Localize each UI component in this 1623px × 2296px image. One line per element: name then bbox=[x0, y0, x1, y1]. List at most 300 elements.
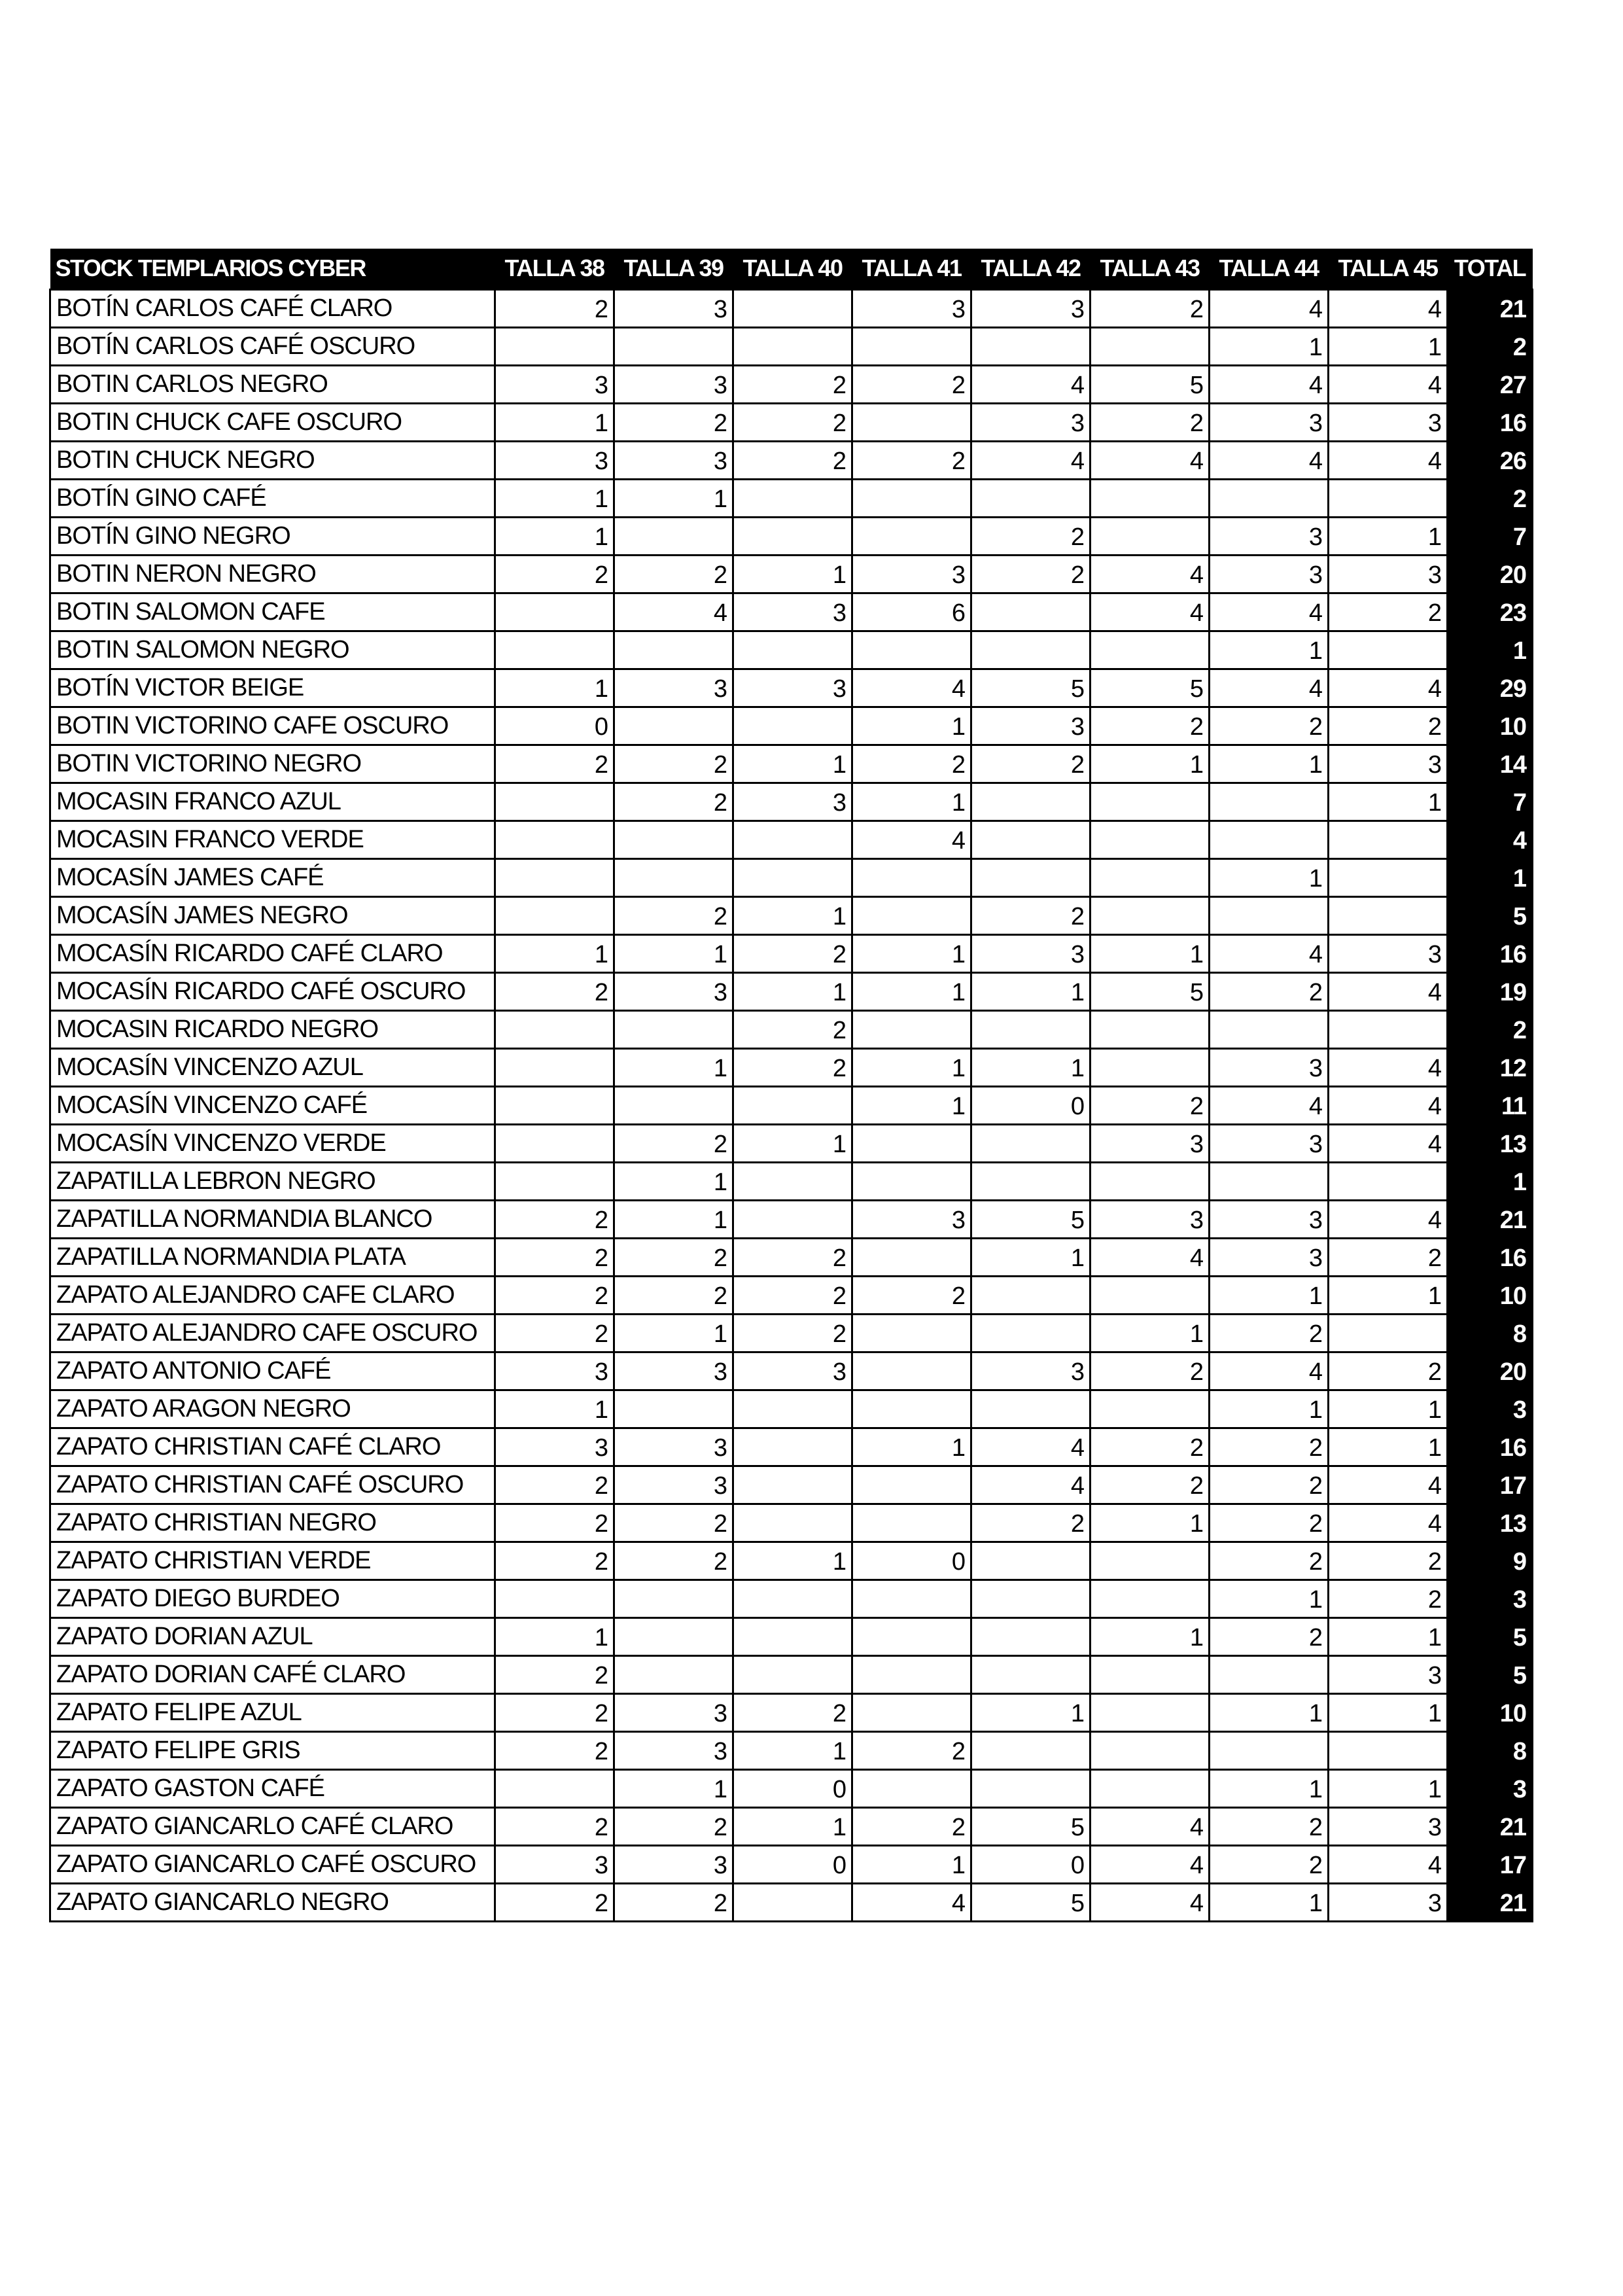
size-quantity-cell: 1 bbox=[1329, 1428, 1448, 1466]
size-quantity-cell bbox=[733, 1617, 852, 1655]
size-quantity-cell bbox=[971, 1542, 1091, 1580]
size-quantity-cell bbox=[495, 1162, 614, 1200]
size-quantity-cell bbox=[614, 821, 733, 858]
size-quantity-cell bbox=[733, 1086, 852, 1124]
size-quantity-cell: 5 bbox=[971, 669, 1091, 707]
size-quantity-cell bbox=[1329, 858, 1448, 896]
size-quantity-cell: 2 bbox=[495, 1542, 614, 1580]
table-row bbox=[50, 1086, 1533, 1124]
size-quantity-cell bbox=[971, 593, 1091, 631]
size-quantity-cell bbox=[971, 821, 1091, 858]
size-quantity-cell bbox=[614, 858, 733, 896]
size-quantity-cell: 2 bbox=[1329, 1580, 1448, 1617]
table-row bbox=[50, 441, 1533, 479]
size-quantity-cell bbox=[1329, 821, 1448, 858]
row-total-cell: 17 bbox=[1448, 1845, 1533, 1883]
size-quantity-cell: 3 bbox=[495, 365, 614, 403]
size-quantity-cell: 4 bbox=[852, 669, 971, 707]
size-quantity-cell: 1 bbox=[852, 783, 971, 821]
row-total-cell: 13 bbox=[1448, 1504, 1533, 1542]
size-quantity-cell bbox=[971, 1769, 1091, 1807]
size-quantity-cell: 2 bbox=[852, 1807, 971, 1845]
size-quantity-cell: 3 bbox=[1329, 745, 1448, 783]
size-quantity-cell: 1 bbox=[495, 669, 614, 707]
column-header-talla-44: TALLA 44 bbox=[1210, 249, 1329, 289]
size-quantity-cell: 1 bbox=[971, 1238, 1091, 1276]
size-quantity-cell: 2 bbox=[1210, 707, 1329, 745]
header-row bbox=[50, 249, 1533, 289]
size-quantity-cell: 0 bbox=[733, 1769, 852, 1807]
size-quantity-cell: 1 bbox=[1210, 1693, 1329, 1731]
size-quantity-cell: 1 bbox=[733, 745, 852, 783]
size-quantity-cell: 0 bbox=[971, 1845, 1091, 1883]
size-quantity-cell: 1 bbox=[1210, 1883, 1329, 1921]
size-quantity-cell: 4 bbox=[1329, 441, 1448, 479]
size-quantity-cell: 2 bbox=[852, 1276, 971, 1314]
row-total-cell: 16 bbox=[1448, 934, 1533, 972]
size-quantity-cell: 0 bbox=[733, 1845, 852, 1883]
product-name-cell: MOCASIN FRANCO AZUL bbox=[50, 783, 495, 821]
size-quantity-cell bbox=[1210, 479, 1329, 517]
size-quantity-cell bbox=[733, 1655, 852, 1693]
size-quantity-cell: 1 bbox=[733, 896, 852, 934]
product-name-cell: ZAPATO GIANCARLO CAFÉ OSCURO bbox=[50, 1845, 495, 1883]
size-quantity-cell: 5 bbox=[971, 1883, 1091, 1921]
size-quantity-cell: 1 bbox=[971, 1693, 1091, 1731]
row-total-cell: 21 bbox=[1448, 1807, 1533, 1845]
table-row bbox=[50, 289, 1533, 327]
size-quantity-cell bbox=[733, 479, 852, 517]
size-quantity-cell bbox=[852, 896, 971, 934]
size-quantity-cell: 4 bbox=[1210, 365, 1329, 403]
size-quantity-cell: 2 bbox=[614, 1883, 733, 1921]
size-quantity-cell: 2 bbox=[495, 1883, 614, 1921]
size-quantity-cell bbox=[733, 631, 852, 669]
row-total-cell: 2 bbox=[1448, 479, 1533, 517]
size-quantity-cell bbox=[852, 1693, 971, 1731]
size-quantity-cell: 2 bbox=[1091, 1466, 1210, 1504]
size-quantity-cell: 2 bbox=[733, 1010, 852, 1048]
size-quantity-cell: 2 bbox=[614, 896, 733, 934]
table-row bbox=[50, 669, 1533, 707]
product-name-cell: BOTÍN CARLOS CAFÉ OSCURO bbox=[50, 327, 495, 365]
size-quantity-cell: 1 bbox=[1091, 745, 1210, 783]
size-quantity-cell: 1 bbox=[614, 934, 733, 972]
size-quantity-cell: 4 bbox=[1329, 1086, 1448, 1124]
size-quantity-cell: 4 bbox=[1329, 1504, 1448, 1542]
table-row bbox=[50, 1428, 1533, 1466]
size-quantity-cell bbox=[614, 631, 733, 669]
size-quantity-cell: 2 bbox=[614, 1504, 733, 1542]
size-quantity-cell: 2 bbox=[733, 1048, 852, 1086]
product-name-cell: BOTÍN GINO CAFÉ bbox=[50, 479, 495, 517]
size-quantity-cell: 2 bbox=[733, 1314, 852, 1352]
size-quantity-cell: 4 bbox=[1329, 972, 1448, 1010]
size-quantity-cell bbox=[495, 1086, 614, 1124]
size-quantity-cell bbox=[495, 1048, 614, 1086]
size-quantity-cell: 3 bbox=[614, 1731, 733, 1769]
product-name-cell: MOCASIN FRANCO VERDE bbox=[50, 821, 495, 858]
size-quantity-cell: 3 bbox=[614, 441, 733, 479]
size-quantity-cell: 2 bbox=[495, 555, 614, 593]
size-quantity-cell: 2 bbox=[614, 1276, 733, 1314]
column-header-total: TOTAL bbox=[1448, 249, 1533, 289]
size-quantity-cell: 2 bbox=[614, 745, 733, 783]
row-total-cell: 10 bbox=[1448, 1276, 1533, 1314]
row-total-cell: 1 bbox=[1448, 631, 1533, 669]
size-quantity-cell: 0 bbox=[971, 1086, 1091, 1124]
size-quantity-cell bbox=[1210, 1162, 1329, 1200]
size-quantity-cell: 3 bbox=[971, 934, 1091, 972]
size-quantity-cell bbox=[1329, 1314, 1448, 1352]
size-quantity-cell: 1 bbox=[1210, 745, 1329, 783]
row-total-cell: 21 bbox=[1448, 1883, 1533, 1921]
table-row bbox=[50, 365, 1533, 403]
size-quantity-cell bbox=[1210, 1731, 1329, 1769]
size-quantity-cell: 1 bbox=[495, 934, 614, 972]
size-quantity-cell: 3 bbox=[733, 669, 852, 707]
size-quantity-cell bbox=[1091, 517, 1210, 555]
size-quantity-cell bbox=[971, 1617, 1091, 1655]
table-row bbox=[50, 707, 1533, 745]
size-quantity-cell: 3 bbox=[614, 289, 733, 327]
row-total-cell: 5 bbox=[1448, 1655, 1533, 1693]
size-quantity-cell: 4 bbox=[1329, 365, 1448, 403]
size-quantity-cell: 4 bbox=[971, 441, 1091, 479]
size-quantity-cell: 3 bbox=[614, 1428, 733, 1466]
column-header-talla-45: TALLA 45 bbox=[1329, 249, 1448, 289]
size-quantity-cell: 1 bbox=[1329, 517, 1448, 555]
row-total-cell: 26 bbox=[1448, 441, 1533, 479]
size-quantity-cell: 2 bbox=[614, 783, 733, 821]
product-name-cell: ZAPATO FELIPE GRIS bbox=[50, 1731, 495, 1769]
row-total-cell: 9 bbox=[1448, 1542, 1533, 1580]
size-quantity-cell: 3 bbox=[1329, 934, 1448, 972]
table-row bbox=[50, 1617, 1533, 1655]
size-quantity-cell: 2 bbox=[733, 1693, 852, 1731]
size-quantity-cell bbox=[1091, 1580, 1210, 1617]
product-name-cell: ZAPATO CHRISTIAN VERDE bbox=[50, 1542, 495, 1580]
product-name-cell: ZAPATO CHRISTIAN CAFÉ OSCURO bbox=[50, 1466, 495, 1504]
size-quantity-cell: 4 bbox=[1329, 1845, 1448, 1883]
size-quantity-cell bbox=[852, 1238, 971, 1276]
size-quantity-cell bbox=[971, 1124, 1091, 1162]
size-quantity-cell: 2 bbox=[1210, 1807, 1329, 1845]
size-quantity-cell bbox=[1091, 1731, 1210, 1769]
size-quantity-cell: 1 bbox=[852, 972, 971, 1010]
size-quantity-cell: 3 bbox=[1329, 1655, 1448, 1693]
size-quantity-cell: 3 bbox=[1210, 1048, 1329, 1086]
size-quantity-cell: 2 bbox=[614, 1238, 733, 1276]
size-quantity-cell bbox=[971, 1314, 1091, 1352]
product-name-cell: ZAPATO ALEJANDRO CAFE OSCURO bbox=[50, 1314, 495, 1352]
size-quantity-cell: 4 bbox=[1210, 441, 1329, 479]
size-quantity-cell bbox=[852, 517, 971, 555]
size-quantity-cell: 3 bbox=[1091, 1200, 1210, 1238]
size-quantity-cell: 2 bbox=[1091, 1086, 1210, 1124]
size-quantity-cell bbox=[495, 896, 614, 934]
size-quantity-cell: 4 bbox=[1329, 1200, 1448, 1238]
product-name-cell: MOCASÍN VINCENZO CAFÉ bbox=[50, 1086, 495, 1124]
size-quantity-cell: 1 bbox=[733, 972, 852, 1010]
product-name-cell: ZAPATO DIEGO BURDEO bbox=[50, 1580, 495, 1617]
product-name-cell: MOCASÍN JAMES CAFÉ bbox=[50, 858, 495, 896]
size-quantity-cell: 1 bbox=[1210, 1769, 1329, 1807]
row-total-cell: 1 bbox=[1448, 858, 1533, 896]
table-body bbox=[50, 289, 1533, 1921]
table-row bbox=[50, 745, 1533, 783]
table-row bbox=[50, 1655, 1533, 1693]
size-quantity-cell: 4 bbox=[1091, 441, 1210, 479]
size-quantity-cell bbox=[971, 1580, 1091, 1617]
size-quantity-cell bbox=[1329, 479, 1448, 517]
column-header-talla-39: TALLA 39 bbox=[614, 249, 733, 289]
size-quantity-cell: 1 bbox=[1091, 1617, 1210, 1655]
size-quantity-cell: 2 bbox=[852, 1731, 971, 1769]
size-quantity-cell: 4 bbox=[1329, 289, 1448, 327]
column-header-talla-41: TALLA 41 bbox=[852, 249, 971, 289]
product-name-cell: MOCASÍN RICARDO CAFÉ OSCURO bbox=[50, 972, 495, 1010]
size-quantity-cell: 4 bbox=[1329, 1466, 1448, 1504]
size-quantity-cell bbox=[495, 1010, 614, 1048]
size-quantity-cell: 1 bbox=[733, 555, 852, 593]
product-name-cell: MOCASÍN JAMES NEGRO bbox=[50, 896, 495, 934]
row-total-cell: 17 bbox=[1448, 1466, 1533, 1504]
table-row bbox=[50, 1390, 1533, 1428]
size-quantity-cell bbox=[733, 1428, 852, 1466]
size-quantity-cell: 1 bbox=[733, 1731, 852, 1769]
size-quantity-cell: 0 bbox=[495, 707, 614, 745]
size-quantity-cell: 3 bbox=[733, 783, 852, 821]
table-row bbox=[50, 631, 1533, 669]
size-quantity-cell: 4 bbox=[1091, 1238, 1210, 1276]
size-quantity-cell: 1 bbox=[1210, 1580, 1329, 1617]
row-total-cell: 12 bbox=[1448, 1048, 1533, 1086]
size-quantity-cell: 1 bbox=[1329, 1617, 1448, 1655]
size-quantity-cell bbox=[733, 1883, 852, 1921]
size-quantity-cell: 3 bbox=[971, 1352, 1091, 1390]
product-name-cell: ZAPATO ARAGON NEGRO bbox=[50, 1390, 495, 1428]
size-quantity-cell bbox=[852, 1390, 971, 1428]
size-quantity-cell: 3 bbox=[495, 441, 614, 479]
size-quantity-cell bbox=[733, 1200, 852, 1238]
row-total-cell: 4 bbox=[1448, 821, 1533, 858]
size-quantity-cell bbox=[971, 1390, 1091, 1428]
table-row bbox=[50, 1504, 1533, 1542]
product-name-cell: MOCASIN RICARDO NEGRO bbox=[50, 1010, 495, 1048]
size-quantity-cell bbox=[852, 479, 971, 517]
size-quantity-cell: 5 bbox=[1091, 669, 1210, 707]
size-quantity-cell: 2 bbox=[495, 1504, 614, 1542]
size-quantity-cell: 2 bbox=[495, 1276, 614, 1314]
size-quantity-cell: 2 bbox=[614, 403, 733, 441]
row-total-cell: 10 bbox=[1448, 1693, 1533, 1731]
row-total-cell: 14 bbox=[1448, 745, 1533, 783]
size-quantity-cell: 2 bbox=[495, 745, 614, 783]
size-quantity-cell: 4 bbox=[1091, 1807, 1210, 1845]
row-total-cell: 7 bbox=[1448, 517, 1533, 555]
size-quantity-cell bbox=[614, 1390, 733, 1428]
table-row bbox=[50, 1883, 1533, 1921]
size-quantity-cell: 2 bbox=[495, 1200, 614, 1238]
size-quantity-cell: 1 bbox=[852, 1845, 971, 1883]
row-total-cell: 23 bbox=[1448, 593, 1533, 631]
size-quantity-cell bbox=[852, 1314, 971, 1352]
size-quantity-cell: 2 bbox=[733, 1238, 852, 1276]
size-quantity-cell: 4 bbox=[1210, 289, 1329, 327]
size-quantity-cell: 2 bbox=[1210, 1466, 1329, 1504]
size-quantity-cell: 2 bbox=[495, 289, 614, 327]
row-total-cell: 29 bbox=[1448, 669, 1533, 707]
size-quantity-cell bbox=[1210, 821, 1329, 858]
size-quantity-cell: 4 bbox=[1329, 1124, 1448, 1162]
size-quantity-cell: 2 bbox=[733, 1276, 852, 1314]
size-quantity-cell: 2 bbox=[1329, 1542, 1448, 1580]
size-quantity-cell bbox=[1091, 1048, 1210, 1086]
size-quantity-cell bbox=[971, 1731, 1091, 1769]
size-quantity-cell: 2 bbox=[495, 1807, 614, 1845]
size-quantity-cell: 0 bbox=[852, 1542, 971, 1580]
table-row bbox=[50, 1693, 1533, 1731]
size-quantity-cell bbox=[1091, 479, 1210, 517]
size-quantity-cell bbox=[971, 327, 1091, 365]
product-name-cell: BOTIN VICTORINO CAFE OSCURO bbox=[50, 707, 495, 745]
table-row bbox=[50, 1807, 1533, 1845]
size-quantity-cell: 3 bbox=[614, 365, 733, 403]
size-quantity-cell: 2 bbox=[614, 1807, 733, 1845]
size-quantity-cell: 2 bbox=[1329, 1238, 1448, 1276]
size-quantity-cell: 2 bbox=[1091, 707, 1210, 745]
size-quantity-cell: 3 bbox=[614, 1466, 733, 1504]
table-row bbox=[50, 783, 1533, 821]
column-header-talla-38: TALLA 38 bbox=[495, 249, 614, 289]
size-quantity-cell bbox=[733, 517, 852, 555]
size-quantity-cell bbox=[495, 821, 614, 858]
size-quantity-cell: 1 bbox=[971, 1048, 1091, 1086]
size-quantity-cell: 3 bbox=[495, 1845, 614, 1883]
size-quantity-cell bbox=[852, 1124, 971, 1162]
table-row bbox=[50, 934, 1533, 972]
size-quantity-cell bbox=[1091, 821, 1210, 858]
size-quantity-cell bbox=[1091, 783, 1210, 821]
size-quantity-cell: 1 bbox=[1210, 1276, 1329, 1314]
size-quantity-cell: 2 bbox=[495, 1238, 614, 1276]
size-quantity-cell bbox=[1210, 896, 1329, 934]
table-row bbox=[50, 1200, 1533, 1238]
size-quantity-cell: 1 bbox=[852, 1086, 971, 1124]
table-row bbox=[50, 1466, 1533, 1504]
product-name-cell: BOTÍN VICTOR BEIGE bbox=[50, 669, 495, 707]
size-quantity-cell bbox=[495, 327, 614, 365]
size-quantity-cell bbox=[852, 1769, 971, 1807]
size-quantity-cell: 5 bbox=[1091, 365, 1210, 403]
row-total-cell: 5 bbox=[1448, 896, 1533, 934]
size-quantity-cell: 2 bbox=[733, 441, 852, 479]
size-quantity-cell: 5 bbox=[971, 1200, 1091, 1238]
size-quantity-cell: 2 bbox=[852, 441, 971, 479]
size-quantity-cell: 2 bbox=[614, 1542, 733, 1580]
size-quantity-cell: 3 bbox=[971, 289, 1091, 327]
size-quantity-cell: 3 bbox=[971, 403, 1091, 441]
size-quantity-cell bbox=[1329, 1010, 1448, 1048]
size-quantity-cell bbox=[495, 1580, 614, 1617]
size-quantity-cell: 2 bbox=[1210, 1542, 1329, 1580]
table-row bbox=[50, 593, 1533, 631]
row-total-cell: 2 bbox=[1448, 1010, 1533, 1048]
size-quantity-cell: 3 bbox=[852, 289, 971, 327]
product-name-cell: ZAPATO GIANCARLO CAFÉ CLARO bbox=[50, 1807, 495, 1845]
size-quantity-cell bbox=[1091, 1693, 1210, 1731]
size-quantity-cell bbox=[733, 289, 852, 327]
size-quantity-cell bbox=[852, 1504, 971, 1542]
size-quantity-cell: 2 bbox=[733, 934, 852, 972]
size-quantity-cell: 3 bbox=[1329, 1883, 1448, 1921]
size-quantity-cell bbox=[971, 1276, 1091, 1314]
size-quantity-cell bbox=[971, 479, 1091, 517]
size-quantity-cell bbox=[852, 403, 971, 441]
size-quantity-cell bbox=[1091, 1655, 1210, 1693]
size-quantity-cell bbox=[733, 858, 852, 896]
size-quantity-cell: 2 bbox=[971, 555, 1091, 593]
row-total-cell: 13 bbox=[1448, 1124, 1533, 1162]
size-quantity-cell: 4 bbox=[1210, 934, 1329, 972]
product-name-cell: BOTIN CHUCK NEGRO bbox=[50, 441, 495, 479]
size-quantity-cell: 3 bbox=[1210, 517, 1329, 555]
size-quantity-cell: 1 bbox=[1329, 1276, 1448, 1314]
product-name-cell: ZAPATO ANTONIO CAFÉ bbox=[50, 1352, 495, 1390]
size-quantity-cell: 2 bbox=[1091, 1352, 1210, 1390]
table-row bbox=[50, 821, 1533, 858]
size-quantity-cell: 3 bbox=[1329, 403, 1448, 441]
size-quantity-cell bbox=[1329, 1731, 1448, 1769]
size-quantity-cell: 1 bbox=[495, 517, 614, 555]
size-quantity-cell bbox=[1091, 1276, 1210, 1314]
row-total-cell: 16 bbox=[1448, 1428, 1533, 1466]
size-quantity-cell: 1 bbox=[1329, 1769, 1448, 1807]
size-quantity-cell: 3 bbox=[1329, 1807, 1448, 1845]
table-row bbox=[50, 1314, 1533, 1352]
product-name-cell: ZAPATILLA NORMANDIA PLATA bbox=[50, 1238, 495, 1276]
table-row bbox=[50, 1124, 1533, 1162]
size-quantity-cell bbox=[971, 858, 1091, 896]
size-quantity-cell: 4 bbox=[1329, 1048, 1448, 1086]
row-total-cell: 27 bbox=[1448, 365, 1533, 403]
table-row bbox=[50, 403, 1533, 441]
size-quantity-cell: 2 bbox=[1210, 1314, 1329, 1352]
size-quantity-cell bbox=[733, 707, 852, 745]
size-quantity-cell: 3 bbox=[614, 1693, 733, 1731]
size-quantity-cell: 2 bbox=[1091, 1428, 1210, 1466]
size-quantity-cell bbox=[733, 1580, 852, 1617]
size-quantity-cell: 1 bbox=[1329, 327, 1448, 365]
size-quantity-cell: 1 bbox=[733, 1542, 852, 1580]
size-quantity-cell bbox=[614, 327, 733, 365]
product-name-cell: BOTÍN GINO NEGRO bbox=[50, 517, 495, 555]
size-quantity-cell: 4 bbox=[1091, 555, 1210, 593]
size-quantity-cell bbox=[1329, 1162, 1448, 1200]
row-total-cell: 19 bbox=[1448, 972, 1533, 1010]
size-quantity-cell: 4 bbox=[971, 365, 1091, 403]
size-quantity-cell: 2 bbox=[1091, 403, 1210, 441]
size-quantity-cell: 3 bbox=[733, 593, 852, 631]
size-quantity-cell bbox=[852, 858, 971, 896]
size-quantity-cell bbox=[495, 1124, 614, 1162]
size-quantity-cell bbox=[614, 1010, 733, 1048]
size-quantity-cell bbox=[1210, 1655, 1329, 1693]
size-quantity-cell: 4 bbox=[614, 593, 733, 631]
size-quantity-cell: 3 bbox=[614, 972, 733, 1010]
size-quantity-cell bbox=[1091, 1010, 1210, 1048]
